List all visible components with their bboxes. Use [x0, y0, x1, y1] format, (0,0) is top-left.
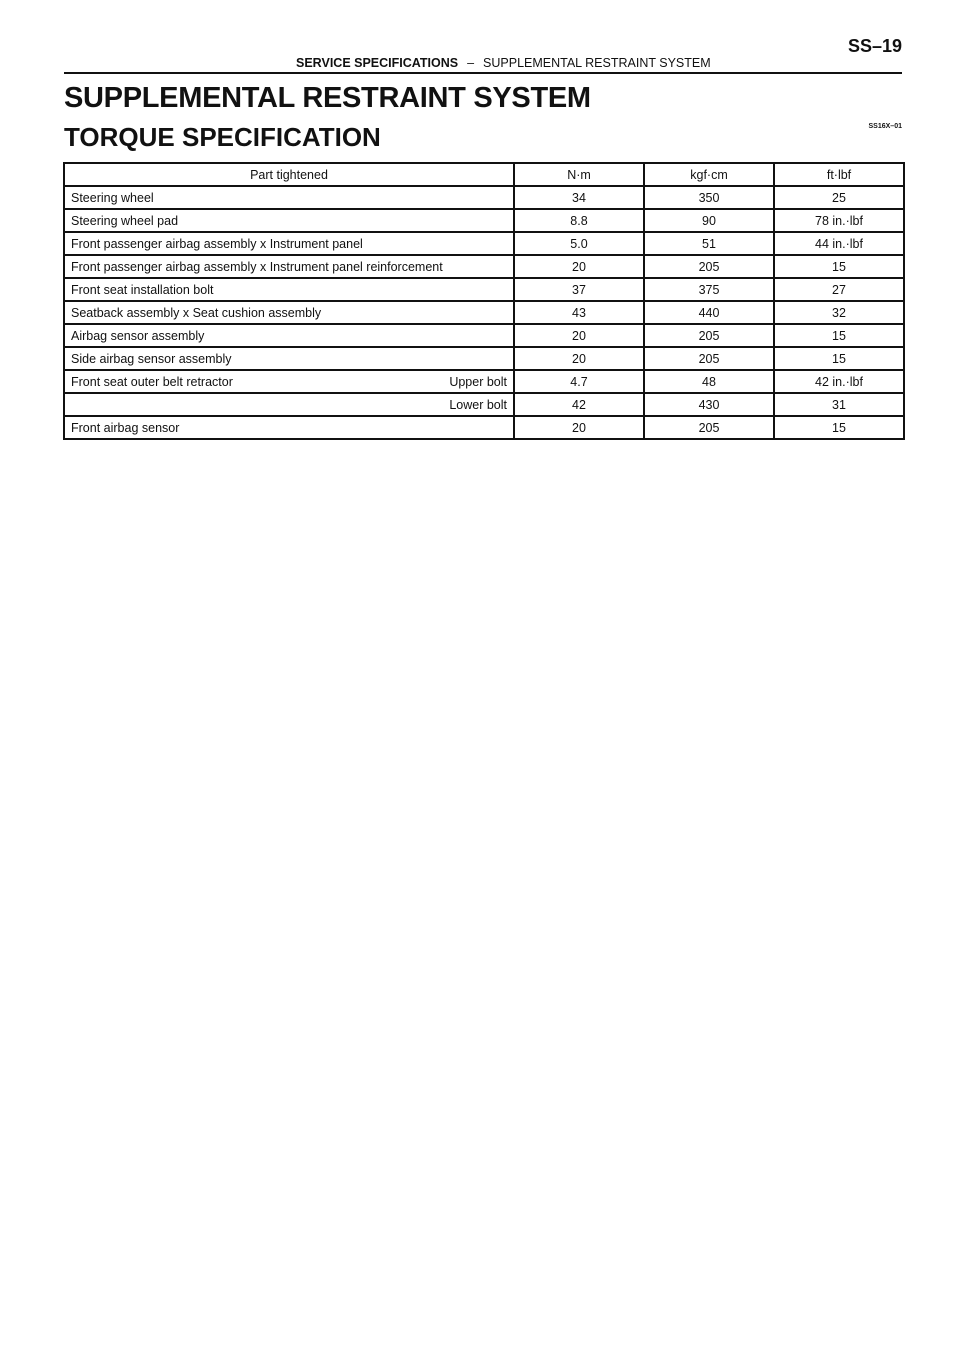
- page-number: SS–19: [847, 36, 902, 56]
- cell-ftlbf: 27: [774, 278, 904, 301]
- cell-part: [64, 347, 514, 370]
- cell-nm: 37: [514, 278, 644, 301]
- document-code: SS16X–01: [868, 123, 902, 130]
- part-name: Seatback assembly x Seat cushion assembly: [71, 305, 322, 320]
- cell-nm: 8.8: [514, 209, 644, 232]
- part-sub: Upper bolt: [449, 374, 507, 389]
- header-ftlbf: ft·lbf: [774, 163, 904, 186]
- cell-kgfcm: 205: [644, 416, 774, 439]
- part-name: Front passenger airbag assembly x Instrument panel: [71, 236, 363, 251]
- table-header-row: [64, 163, 904, 186]
- cell-kgfcm: 375: [644, 278, 774, 301]
- section-title: TORQUE SPECIFICATION: [64, 122, 381, 152]
- cell-ftlbf: 32: [774, 301, 904, 324]
- cell-part: [64, 278, 514, 301]
- cell-kgfcm: 205: [644, 324, 774, 347]
- part-name: Front airbag sensor: [71, 420, 180, 435]
- cell-ftlbf: 15: [774, 347, 904, 370]
- header-part-tightened: Part tightened: [64, 163, 514, 186]
- cell-part: [64, 393, 514, 416]
- part-name: Front seat installation bolt: [71, 282, 214, 297]
- table-row: [64, 186, 904, 209]
- running-header: [296, 56, 711, 70]
- cell-kgfcm: 90: [644, 209, 774, 232]
- cell-ftlbf: 78 in.·lbf: [774, 209, 904, 232]
- part-name: Airbag sensor assembly: [71, 328, 205, 343]
- cell-nm: 43: [514, 301, 644, 324]
- cell-kgfcm: 440: [644, 301, 774, 324]
- table-row: [64, 324, 904, 347]
- cell-ftlbf: 15: [774, 324, 904, 347]
- running-header-separator: –: [467, 56, 475, 70]
- cell-part: [64, 324, 514, 347]
- table-row: [64, 393, 904, 416]
- cell-part: [64, 370, 514, 393]
- cell-kgfcm: 350: [644, 186, 774, 209]
- table-row: [64, 209, 904, 232]
- page-title: SUPPLEMENTAL RESTRAINT SYSTEM: [64, 82, 591, 114]
- cell-kgfcm: 205: [644, 347, 774, 370]
- cell-ftlbf: 15: [774, 255, 904, 278]
- table-row: [64, 301, 904, 324]
- cell-nm: 20: [514, 416, 644, 439]
- table-row: [64, 347, 904, 370]
- cell-part: [64, 209, 514, 232]
- cell-part: [64, 232, 514, 255]
- cell-nm: 20: [514, 347, 644, 370]
- cell-nm: 4.7: [514, 370, 644, 393]
- cell-ftlbf: 42 in.·lbf: [774, 370, 904, 393]
- running-header-section: SERVICE SPECIFICATIONS: [296, 56, 459, 70]
- header-kgfcm: kgf·cm: [644, 163, 774, 186]
- table-row: [64, 255, 904, 278]
- table-row: [64, 370, 904, 393]
- cell-kgfcm: 48: [644, 370, 774, 393]
- header-nm: N·m: [514, 163, 644, 186]
- table-row: [64, 278, 904, 301]
- cell-part: [64, 301, 514, 324]
- cell-nm: 34: [514, 186, 644, 209]
- cell-ftlbf: 15: [774, 416, 904, 439]
- table-row: [64, 232, 904, 255]
- cell-part: [64, 186, 514, 209]
- part-name: Side airbag sensor assembly: [71, 351, 232, 366]
- running-header-subsection: SUPPLEMENTAL RESTRAINT SYSTEM: [483, 56, 711, 70]
- part-name: Steering wheel pad: [71, 213, 179, 228]
- cell-ftlbf: 31: [774, 393, 904, 416]
- cell-kgfcm: 51: [644, 232, 774, 255]
- cell-ftlbf: 25: [774, 186, 904, 209]
- cell-nm: 42: [514, 393, 644, 416]
- part-sub: Lower bolt: [449, 397, 507, 412]
- cell-kgfcm: 430: [644, 393, 774, 416]
- cell-part: [64, 255, 514, 278]
- cell-part: [64, 416, 514, 439]
- cell-kgfcm: 205: [644, 255, 774, 278]
- table-row: [64, 416, 904, 439]
- part-name: Front seat outer belt retractor: [71, 374, 233, 389]
- header-rule: [64, 72, 902, 74]
- torque-specification-table: [63, 162, 905, 440]
- cell-nm: 5.0: [514, 232, 644, 255]
- part-name: Front passenger airbag assembly x Instrument panel reinforcement: [71, 259, 443, 274]
- cell-nm: 20: [514, 255, 644, 278]
- part-name: Steering wheel: [71, 190, 154, 205]
- cell-nm: 20: [514, 324, 644, 347]
- cell-ftlbf: 44 in.·lbf: [774, 232, 904, 255]
